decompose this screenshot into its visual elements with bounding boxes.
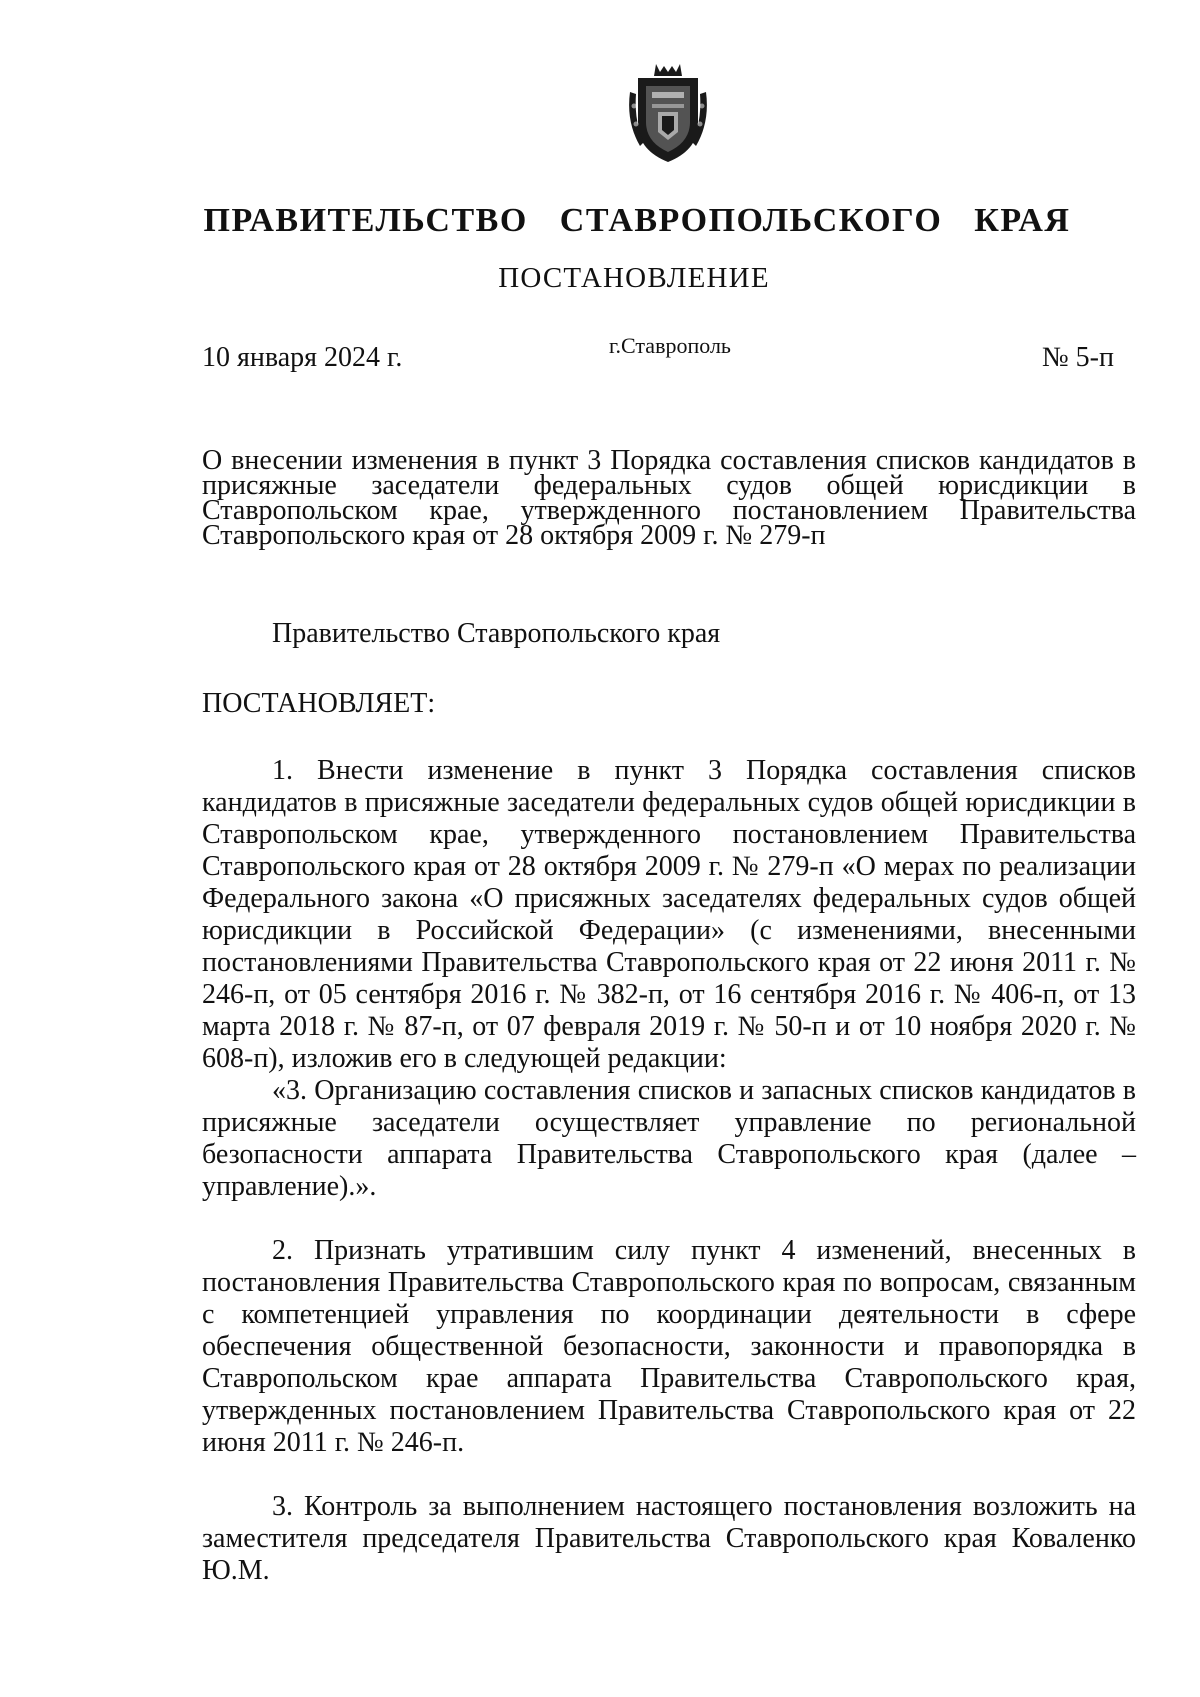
paragraph-1: 1. Внести изменение в пункт 3 Порядка составления списков кандидатов в присяжные заседатели федеральных судов общей юрисдикции в Ставропольском крае, утвержденного постановлением Правительства Ставропольского края от 28 октября 2009 г. № 279-п «О мерах по реализации Федерального закона «О присяжных заседателях федеральных судов общей юрисдикции в Российской Федерации» (с изменениями, внесенными постановлениями Правительства Ставропольского края от 22 июня 2011 г. № 246-п, от 05 сентября 2016 г. № 382-п, от 16 сентября 2016 г. № 406-п, от 13 марта 2018 г. № 87-п, от 07 февраля 2019 г. № 50-п и от 10 ноября 2020 г. № 608-п), изложив его в следующей редакции: [202,755,1136,1074]
paragraph-3: 3. Контроль за выполнением настоящего постановления возложить на заместителя председателя Правительства Ставропольского края Коваленко Ю.М. [202,1491,1136,1586]
document-body [202,755,1136,1587]
decree-word: ПОСТАНОВЛЯЕТ: [202,688,436,719]
paragraph-1-quote: «3. Организацию составления списков и запасных списков кандидатов в присяжные заседатели осуществляет управление по региональной безопасности аппарата Правительства Ставропольского края (далее – управление).». [202,1075,1136,1202]
document-city: г.Ставрополь [609,333,731,358]
preamble: Правительство Ставропольского края [272,618,721,649]
organization-title: ПРАВИТЕЛЬСТВО СТАВРОПОЛЬСКОГО КРАЯ [203,202,1071,239]
document-subject: О внесении изменения в пункт 3 Порядка составления списков кандидатов в присяжные заседатели федеральных судов общей юрисдикции в Ставропольском крае, утвержденного постановлением Правительства Ставропольского края от 28 октября 2009 г. № 279-п [202,445,1136,551]
document-number: № 5-п [1041,342,1114,373]
document-type: ПОСТАНОВЛЕНИЕ [498,262,770,294]
stavropol-coat-of-arms-icon [626,62,710,164]
paragraph-2: 2. Признать утратившим силу пункт 4 изменений, внесенных в постановления Правительства Ставропольского края по вопросам, связанным с компетенцией управления по координации деятельности в сфере обеспечения общественной безопасности, законности и правопорядка в Ставропольском крае аппарата Правительства Ставропольского края, утвержденных постановлением Правительства Ставропольского края от 22 июня 2011 г. № 246-п. [202,1235,1136,1458]
document-date: 10 января 2024 г. [202,342,403,373]
